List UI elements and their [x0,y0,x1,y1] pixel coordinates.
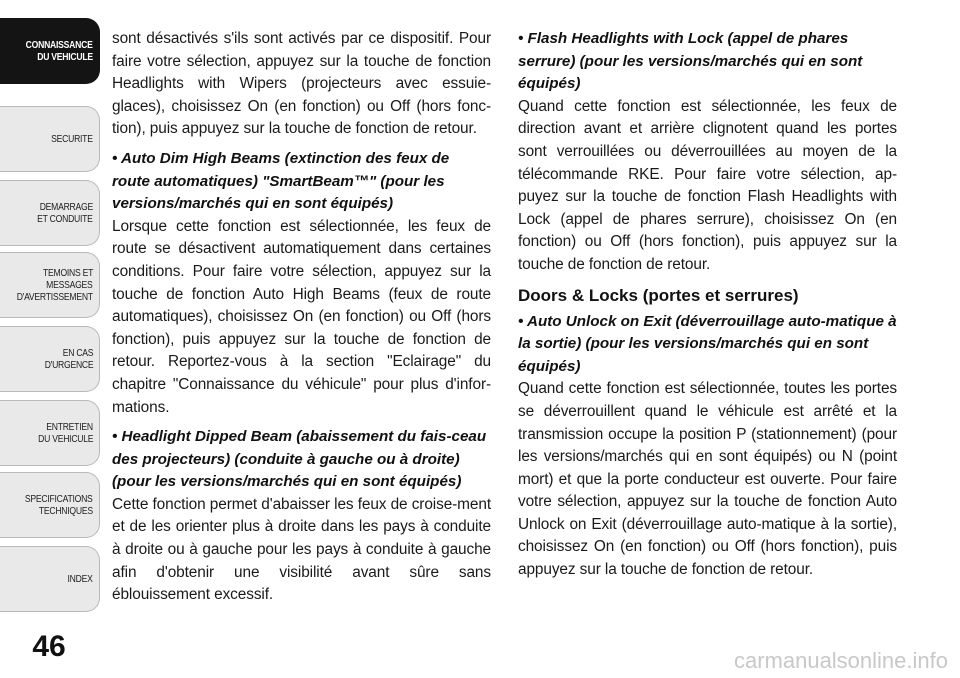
chapter-tab-sidebar [0,0,100,678]
tab-label-line: TECHNIQUES [39,505,93,517]
tab-label-line: TEMOINS ET [42,267,93,279]
intro-paragraph: sont désactivés s'ils sont activés par ce dispositif. Pour faire votre sélection, appuyez sur la touche de fonction Headlights with Wipers (projecteurs avec essuie-glaces), choisissez On (en fonction) ou Off (hors fonc-tion), puis appuyez sur la touche de fonction de retour. [112,30,491,138]
item-body-auto-unlock-on-exit: Quand cette fonction est sélectionnée, toutes les portes se déverrouillent quand le véhicule est arrêté et la transmission occupe la position P (stationnement) (pour les versions/marchés qui en sont équipés) ou N (point mort) et que la porte conducteur est ouverte. Pour faire votre sélection, appuyez sur la touche de fonction Auto Unlock on Exit (déverrouillage auto-matique à la sortie), choisissez On (en fonction) ou Off (hors fonction), puis appuyez sur la touche de fonction de retour. [518,380,897,579]
item-title-auto-dim-high-beams: • Auto Dim High Beams (extinction des feux de route automatiques) "SmartBeam™" (pour les versions/marchés qui en sont équipés) [112,149,450,213]
tab-securite[interactable] [0,106,100,172]
tab-label-line: INDEX [67,573,93,585]
item-body-flash-headlights-with-lock: Quand cette fonction est sélectionnée, les feux de direction avant et arrière clignotent quand les portes sont verrouillées ou déverrouillées au moyen de la télécommande RKE. Pour faire votre sélection, ap-puyez sur la touche de fonction Flash Headlights with Lock (appel de phares serrure), choisissez On (en fonction) ou Off (hors fonction), puis appuyez sur la touche de fonction de retour. [518,97,897,273]
tab-connaissance-du-vehicule[interactable] [0,18,100,84]
item-body-headlight-dipped-beam: Cette fonction permet d'abaisser les feux de croise-ment et de les orienter plus à droite dans les pays à conduite à droite ou à gauche pour les pays à conduite à gauche afin d'obtenir une visibilité avant sûre sans éblouissement excessif. [112,495,491,604]
tab-label-line: DEMARRAGE [39,201,93,213]
tab-entretien-du-vehicule[interactable] [0,400,100,466]
tab-index[interactable] [0,546,100,612]
tab-label-line: SECURITE [51,133,93,145]
tab-en-cas-d-urgence[interactable] [0,326,100,392]
item-title-headlight-dipped-beam: • Headlight Dipped Beam (abaissement du fais-ceau des projecteurs) (conduite à gauche ou à droite) (pour les versions/marchés qui en sont équipés) [112,428,487,491]
tab-label-line: D'AVERTISSEMENT [16,291,93,303]
section-title-doors-locks: Doors & Locks (portes et serrures) [518,285,799,305]
watermark: carmanualsonline.info [733,648,948,673]
item-title-auto-unlock-on-exit: • Auto Unlock on Exit (déverrouillage auto-matique à la sortie) (pour les versions/marchés qui en sont équipés) [518,312,897,375]
item-body-auto-dim-high-beams: Lorsque cette fonction est sélectionnée, les feux de route se désactivent automatiquement dans certaines conditions. Pour faire votre sélection, appuyez sur la touche de fonction Auto High Beams (feux de route automatiques), choisissez On (en fonction) ou Off (hors fonction), puis appuyez sur la touche de fonction de retour. Reportez-vous à la section "Eclairage" du chapitre "Connaissance du véhicule" pour plus d'infor-mations. [112,217,491,416]
tab-temoins-et-messages[interactable] [0,252,100,318]
tab-label-line: EN CAS [62,347,93,359]
left-column [112,28,491,607]
item-title-flash-headlights-with-lock: • Flash Headlights with Lock (appel de phares serrure) (pour les versions/marchés qui en sont équipés) [518,30,863,93]
tab-label-line: DU VEHICULE [37,51,93,63]
tab-label-line: CONNAISSANCE [26,39,93,51]
tab-label-line: ENTRETIEN [46,421,93,433]
tab-label-line: ET CONDUITE [37,213,93,225]
tab-label-line: SPECIFICATIONS [25,493,93,505]
page-number: 46 [32,630,66,663]
right-column [518,28,897,582]
tab-specifications-techniques[interactable] [0,472,100,538]
tab-label-line: D'URGENCE [44,359,93,371]
tab-label-line: DU VEHICULE [37,433,93,445]
tab-demarrage-et-conduite[interactable] [0,180,100,246]
tab-label-line: MESSAGES [46,279,93,291]
